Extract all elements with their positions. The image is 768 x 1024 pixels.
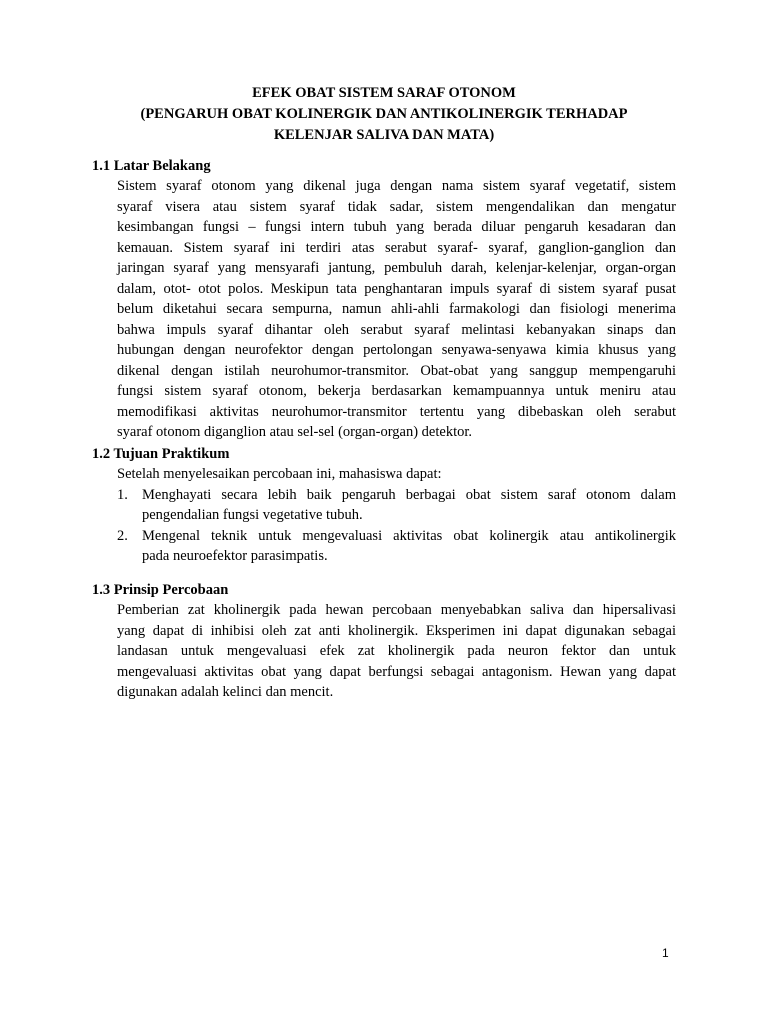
section-heading: 1.1 Latar Belakang	[92, 158, 211, 174]
objective-list	[117, 485, 676, 567]
document-title	[92, 83, 676, 146]
list-line: pengendalian fungsi vegetative tubuh.	[142, 507, 363, 523]
section-paragraph	[117, 600, 676, 703]
section-heading: 1.3 Prinsip Percobaan	[92, 582, 229, 598]
list-item	[117, 485, 676, 526]
paragraph-line: memodifikasi aktivitas neurohumor-transmitor tertentu yang dibebaskan oleh serabut	[117, 403, 676, 420]
paragraph-line: bahwa impuls syaraf dihantar oleh serabut syaraf melintasi kebanyakan sinaps dan	[117, 321, 676, 338]
paragraph-line: digunakan adalah kelinci dan mencit.	[117, 684, 334, 700]
paragraph-line: yang dapat di inhibisi oleh zat anti kholinergik. Eksperimen ini dapat digunakan sebagai	[117, 622, 676, 639]
paragraph-line: belum diketahui secara sempurna, namun ahli-ahli farmakologi dan fisiologi menerima	[117, 301, 676, 317]
paragraph-line: dalam, otot- otot polos. Meskipun tata penghantaran impuls syaraf di sistem syaraf pusat	[117, 280, 676, 297]
paragraph-line: mengevaluasi aktivitas obat yang dapat berfungsi sebagai antagonism. Hewan yang dapat	[117, 663, 676, 680]
section-prinsip-percobaan	[92, 580, 676, 703]
list-item	[117, 526, 676, 567]
page-number: 1	[662, 946, 669, 960]
list-line: pada neuroefektor parasimpatis.	[142, 548, 328, 564]
section-paragraph	[117, 176, 676, 443]
paragraph-line: Pemberian zat kholinergik pada hewan percobaan menyebabkan saliva dan hipersalivasi	[117, 602, 676, 618]
paragraph-line: kesimbangan fungsi – fungsi intern tubuh yang berada diluar pengaruh kesadaran dan	[117, 219, 676, 235]
paragraph-line: jaringan syaraf yang mensyarafi jantung, pembuluh darah, kelenjar-kelenjar, organ-organ	[117, 260, 676, 276]
paragraph-line: landasan untuk mengevaluasi efek zat kholinergik pada neuron fektor dan untuk	[117, 643, 676, 659]
section-latar-belakang	[92, 156, 676, 443]
paragraph-line: kemauan. Sistem syaraf ini terdiri atas serabut syaraf- syaraf, ganglion-ganglion dan	[117, 239, 676, 256]
title-line-3: KELENJAR SALIVA DAN MATA)	[273, 127, 495, 143]
list-line: Mengenal teknik untuk mengevaluasi aktivitas obat kolinergik atau antikolinergik	[142, 527, 676, 544]
list-line: Menghayati secara lebih baik pengaruh berbagai obat sistem saraf otonom dalam	[142, 486, 676, 503]
intro-line: Setelah menyelesaikan percobaan ini, mahasiswa dapat:	[117, 466, 442, 482]
paragraph-line: hubungan dengan neurofektor dengan pertolongan senyawa-senyawa kimia khusus yang	[117, 342, 676, 358]
title-line-2: (PENGARUH OBAT KOLINERGIK DAN ANTIKOLINERGIK TERHADAP	[140, 106, 628, 122]
list-number: 1.	[117, 486, 128, 503]
title-line-1: EFEK OBAT SISTEM SARAF OTONOM	[252, 85, 516, 101]
paragraph-line: fungsi sistem syaraf otonom, bekerja berdasarkan kemampuannya untuk meniru atau	[117, 383, 676, 399]
paragraph-line: syaraf visera atau sistem syaraf tidak sadar, sistem mengendalikan dan mengatur	[117, 198, 676, 215]
section-intro	[117, 464, 676, 485]
section-heading: 1.2 Tujuan Praktikum	[92, 446, 230, 462]
paragraph-line: syaraf otonom diganglion atau sel-sel (organ-organ) detektor.	[117, 424, 473, 440]
paragraph-line: dikenal dengan istilah neurohumor-transmitor. Obat-obat yang sanggup mempengaruhi	[117, 362, 676, 379]
paragraph-line: Sistem syaraf otonom yang dikenal juga dengan nama sistem syaraf vegetatif, sistem	[117, 178, 676, 194]
section-tujuan-praktikum	[92, 444, 676, 567]
list-number: 2.	[117, 527, 128, 544]
